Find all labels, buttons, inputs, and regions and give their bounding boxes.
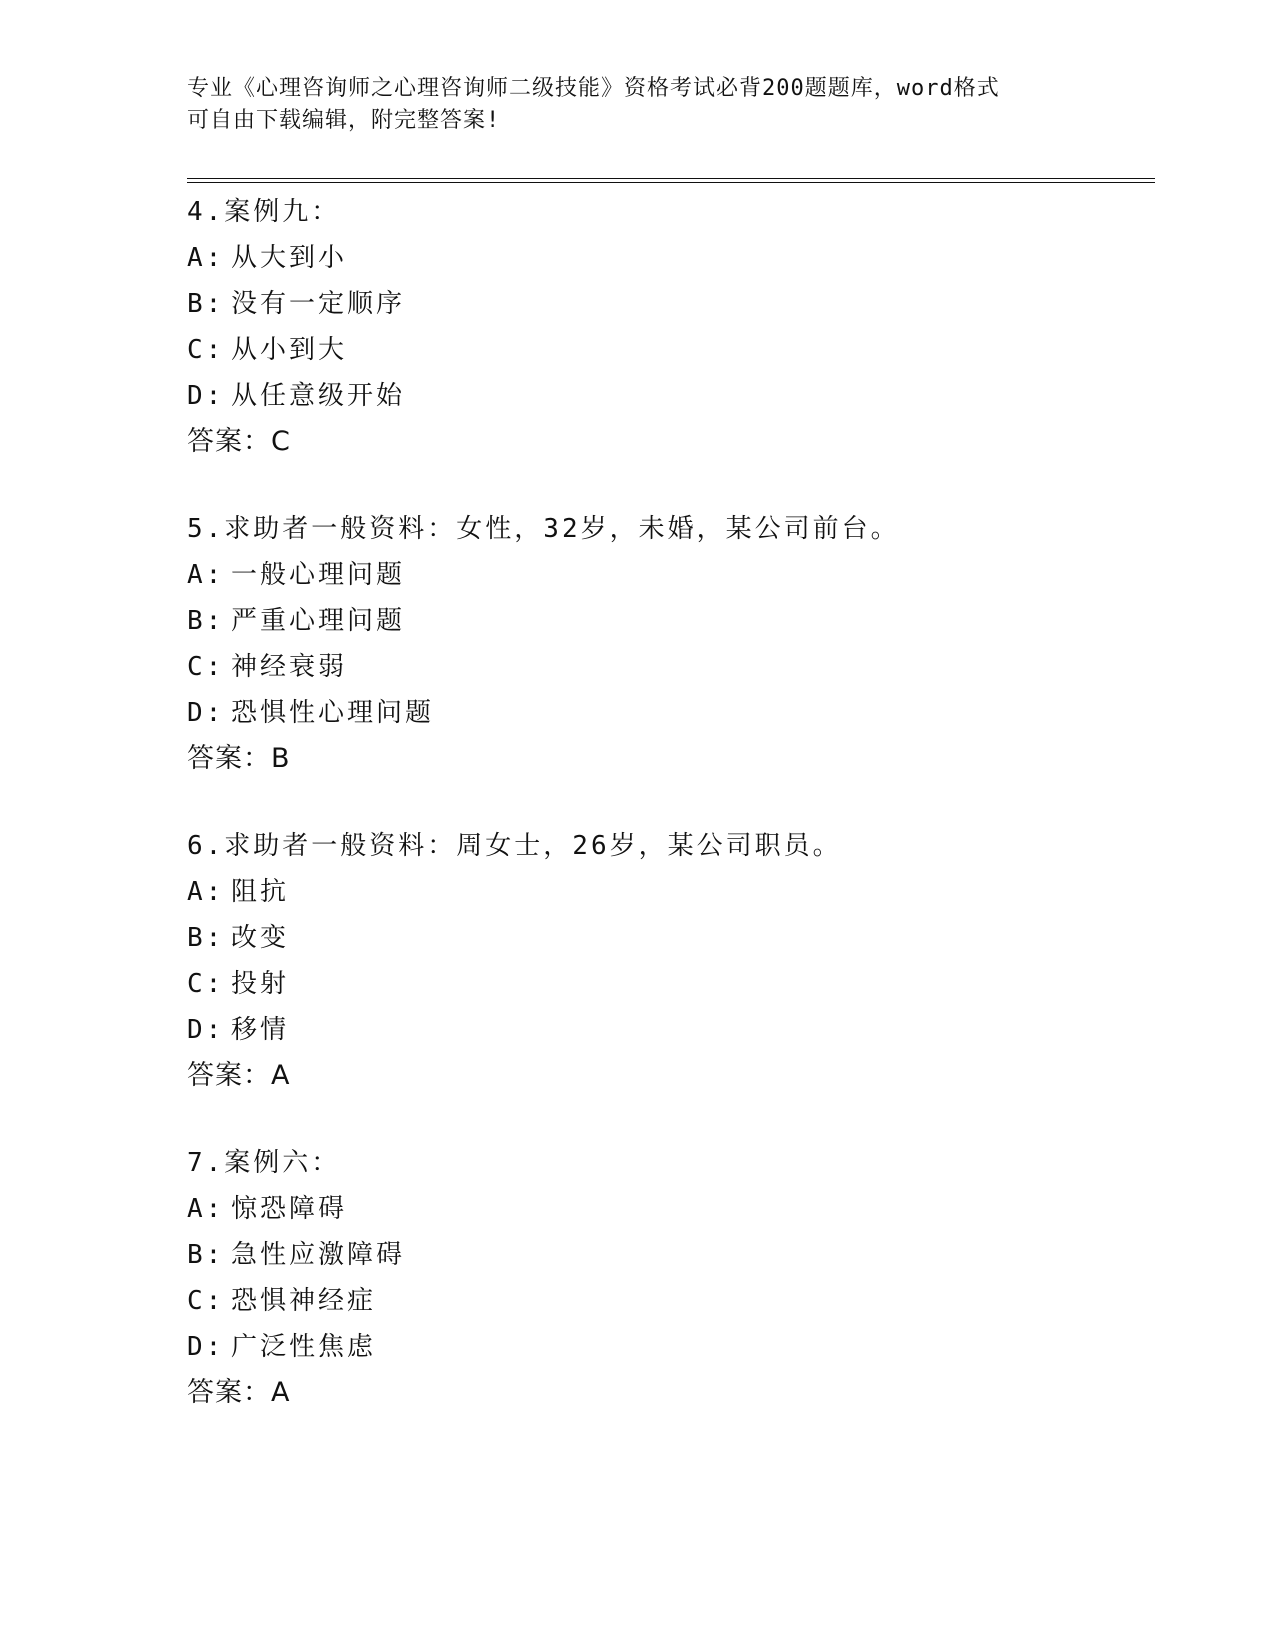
option-text: 急性应激障碍 bbox=[231, 1240, 406, 1270]
option-a bbox=[187, 552, 1147, 598]
header-divider-top bbox=[187, 178, 1155, 179]
option-label: C: bbox=[187, 652, 225, 682]
document-header bbox=[187, 73, 1087, 137]
option-d bbox=[187, 1324, 1147, 1370]
option-a bbox=[187, 869, 1147, 915]
answer-line: 答案：B bbox=[187, 743, 291, 774]
option-label: D: bbox=[187, 698, 225, 728]
option-text: 恐惧神经症 bbox=[231, 1286, 377, 1316]
option-text: 严重心理问题 bbox=[231, 606, 406, 636]
option-text: 阻抗 bbox=[231, 877, 290, 907]
option-text: 一般心理问题 bbox=[231, 560, 406, 590]
option-text: 改变 bbox=[231, 923, 290, 953]
option-a bbox=[187, 1186, 1147, 1232]
option-d bbox=[187, 1007, 1147, 1053]
option-d bbox=[187, 373, 1147, 419]
question-stem: 6.求助者一般资料：周女士，26岁，某公司职员。 bbox=[187, 831, 842, 861]
header-line-1: 专业《心理咨询师之心理咨询师二级技能》资格考试必背200题题库，word格式 bbox=[187, 76, 1000, 101]
option-label: C: bbox=[187, 335, 225, 365]
question-item bbox=[187, 189, 1147, 465]
option-a bbox=[187, 235, 1147, 281]
header-divider-bottom bbox=[187, 182, 1155, 183]
option-b bbox=[187, 1232, 1147, 1278]
option-text: 从大到小 bbox=[231, 243, 348, 273]
option-label: D: bbox=[187, 381, 225, 411]
option-text: 从小到大 bbox=[231, 335, 348, 365]
option-text: 移情 bbox=[231, 1015, 290, 1045]
option-b bbox=[187, 915, 1147, 961]
option-c bbox=[187, 961, 1147, 1007]
answer-line: 答案：C bbox=[187, 426, 291, 457]
option-b bbox=[187, 281, 1147, 327]
option-text: 惊恐障碍 bbox=[231, 1194, 348, 1224]
option-text: 恐惧性心理问题 bbox=[231, 698, 435, 728]
option-text: 从任意级开始 bbox=[231, 381, 406, 411]
answer-line: 答案：A bbox=[187, 1060, 291, 1091]
option-label: B: bbox=[187, 606, 225, 636]
question-stem: 5.求助者一般资料：女性，32岁，未婚，某公司前台。 bbox=[187, 514, 900, 544]
option-text: 没有一定顺序 bbox=[231, 289, 406, 319]
option-label: B: bbox=[187, 1240, 225, 1270]
question-stem: 7.案例六： bbox=[187, 1148, 341, 1178]
option-label: A: bbox=[187, 243, 225, 273]
question-stem: 4.案例九： bbox=[187, 197, 341, 227]
question-list bbox=[187, 189, 1147, 1457]
option-label: D: bbox=[187, 1015, 225, 1045]
option-c bbox=[187, 327, 1147, 373]
option-label: A: bbox=[187, 560, 225, 590]
answer-line: 答案：A bbox=[187, 1377, 291, 1408]
option-text: 广泛性焦虑 bbox=[231, 1332, 377, 1362]
option-label: B: bbox=[187, 289, 225, 319]
option-b bbox=[187, 598, 1147, 644]
option-text: 投射 bbox=[231, 969, 290, 999]
option-label: C: bbox=[187, 969, 225, 999]
option-d bbox=[187, 690, 1147, 736]
option-label: A: bbox=[187, 1194, 225, 1224]
option-label: D: bbox=[187, 1332, 225, 1362]
question-item bbox=[187, 1140, 1147, 1416]
option-label: A: bbox=[187, 877, 225, 907]
question-item bbox=[187, 823, 1147, 1099]
question-item bbox=[187, 506, 1147, 782]
option-c bbox=[187, 1278, 1147, 1324]
option-text: 神经衰弱 bbox=[231, 652, 348, 682]
header-line-2: 可自由下载编辑，附完整答案! bbox=[187, 108, 501, 133]
option-label: B: bbox=[187, 923, 225, 953]
option-label: C: bbox=[187, 1286, 225, 1316]
option-c bbox=[187, 644, 1147, 690]
